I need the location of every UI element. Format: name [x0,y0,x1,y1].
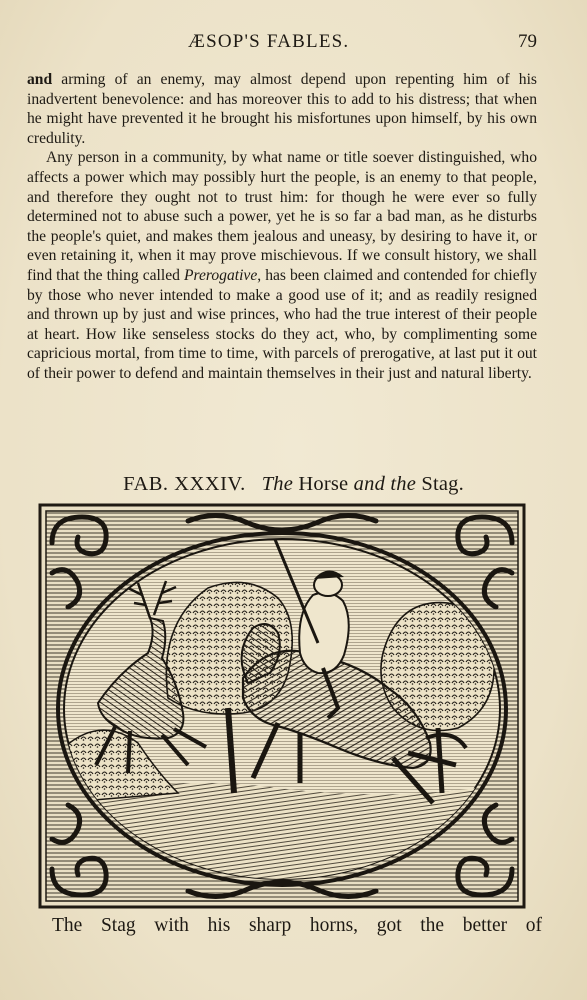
body-text [27,70,537,384]
paragraph-1-lead: and [27,71,53,88]
fable-number: FAB. XXXIV. [123,473,246,495]
fable-title-word-the-2: the [390,473,417,495]
fable-title-word-stag: Stag. [421,473,464,495]
paragraph-2-part-1: Any person in a community, by what name or title soever distinguished, who affects a power which may possibly hurt the people, is an enemy to that people, and therefore they ought not to trust him: for though he were ever so fully determined not to abuse such a power, yet he is so far a bad man, as he disturbs the people's quiet, and makes them jealous and uneasy, by desiring to have it, or even retaining it, when it may prove mischievous. If we consult history, we shall find that the thing called [27,149,537,284]
fable-title-word-horse: Horse [298,473,349,495]
fable-heading [0,470,587,498]
fable-title-word-the: The [261,473,294,495]
page-number: 79 [518,31,537,52]
paragraph-2-part-2: , has been claimed and contended for chiefly by those who never intended to make a good use of it; and as readily resigned and thrown up by just and wise princes, who had the true interest of their people at heart. How like senseless stocks do they act, who, by complimenting some capricious mortal, from time to time, with parcels of prerogative, at last put it out of their power to defend and maintain themselves in their just and natural liberty. [27,266,537,382]
paragraph-2-italic-term: Prerogative [183,266,258,284]
running-title: ÆSOP'S FABLES. [188,31,350,52]
fable-title-word-and: and [353,473,386,495]
paragraph-2 [27,148,537,383]
running-head [0,30,587,54]
woodcut-illustration [38,503,526,909]
illustration-caption: The Stag with his sharp horns, got the better of [52,915,542,936]
paragraph-1 [27,70,537,148]
paragraph-1-rest: arming of an enemy, may almost depend upon repenting him of his inadvertent benevolence: and has moreover this to add to his distress; that when he might have prevented it he brought his misfortunes upon himself, by his own credulity. [27,71,537,147]
